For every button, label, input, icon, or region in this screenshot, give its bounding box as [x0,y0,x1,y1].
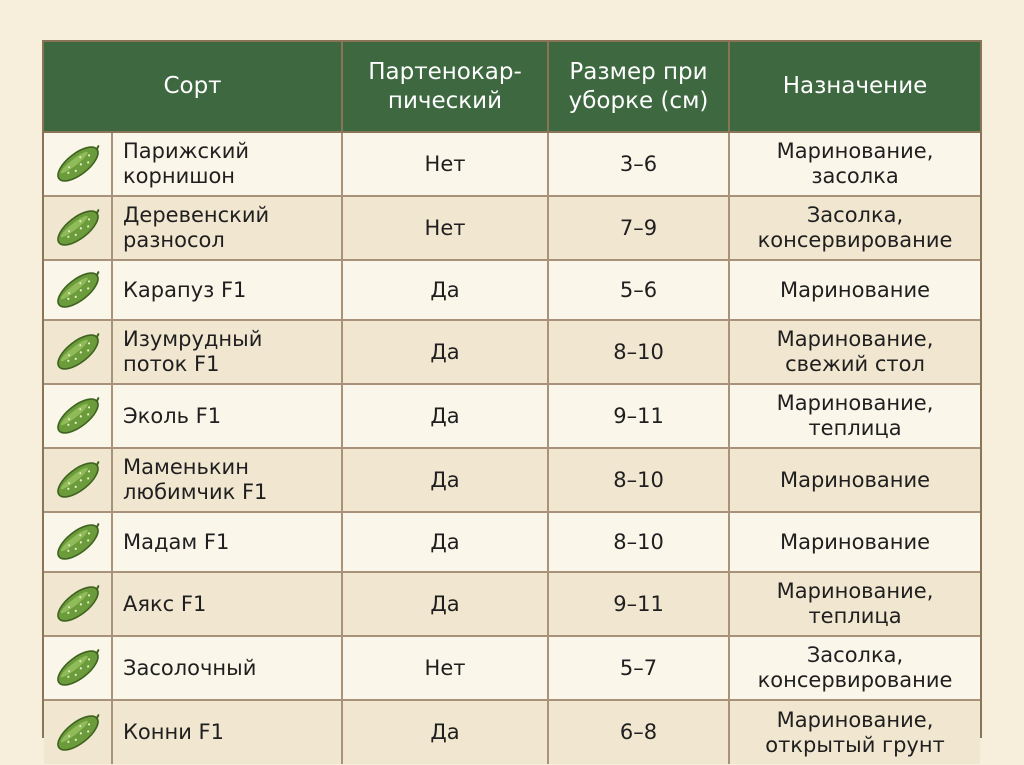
purpose-value [729,196,980,260]
row-icon-cell [44,320,112,384]
purpose-line2: консервирование [757,228,953,252]
purpose-line1: Маринование, [776,391,934,415]
variety-name [112,196,342,260]
variety-name [112,512,342,572]
header-parthenocarpic [342,42,548,132]
variety-name-line2: корнишон [123,164,236,188]
purpose-value [729,320,980,384]
variety-name [112,572,342,636]
variety-name [112,132,342,196]
harvest-size-value: 8–10 [548,448,729,512]
row-icon-cell [44,448,112,512]
table-row-8 [44,572,980,636]
purpose-line2: теплица [808,416,902,440]
cucumber-icon [51,454,105,506]
row-icon-cell [44,636,112,700]
harvest-size-value: 5–7 [548,636,729,700]
header-parthenocarpic-line1: Партенокар- [368,58,522,85]
variety-name [112,320,342,384]
header-size-line1: Размер при [569,58,708,85]
variety-name-line2: поток F1 [123,352,220,376]
purpose-value [729,572,980,636]
row-icon-cell [44,384,112,448]
purpose-line2: свежий стол [785,352,925,376]
variety-name [112,636,342,700]
cucumber-varieties-table [44,42,980,764]
purpose-line1: Маринование [779,277,931,302]
cucumber-icon [51,390,105,442]
cucumber-icon [51,578,105,630]
purpose-value [729,132,980,196]
purpose-line2: открытый грунт [765,732,945,757]
table-row-2 [44,196,980,260]
parthenocarpic-value: Нет [342,132,548,196]
table-row-10 [44,700,980,764]
variety-name-line2: любимчик F1 [123,480,268,504]
variety-name [112,384,342,448]
purpose-line2: теплица [808,604,902,628]
parthenocarpic-value: Нет [342,196,548,260]
table-row-7 [44,512,980,572]
cucumber-icon [51,707,105,759]
purpose-line1: Маринование, [776,139,934,163]
variety-name-line1: Аякс F1 [123,591,207,616]
variety-name-line1: Изумрудный [123,327,263,351]
parthenocarpic-value: Да [342,700,548,764]
table-header [44,42,980,132]
variety-name-line1: Маменькин [123,455,249,479]
variety-name-line1: Карапуз F1 [123,277,247,302]
cucumber-icon [51,202,105,254]
header-size-line2: уборке (см) [568,87,709,114]
variety-name-line2: разносол [123,228,225,252]
cucumber-icon [51,642,105,694]
cucumber-icon [51,138,105,190]
purpose-line1: Засолка, [806,203,904,227]
row-icon-cell [44,196,112,260]
purpose-line1: Засолка, [806,643,904,667]
table-body [44,132,980,764]
purpose-value [729,700,980,764]
header-row [44,42,980,132]
table-row-1 [44,132,980,196]
parthenocarpic-value: Да [342,384,548,448]
purpose-line1: Маринование, [776,327,934,351]
harvest-size-value: 8–10 [548,320,729,384]
header-sort-label: Сорт [163,73,222,99]
parthenocarpic-value: Да [342,512,548,572]
variety-name [112,700,342,764]
row-icon-cell [44,132,112,196]
harvest-size-value: 7–9 [548,196,729,260]
purpose-line1: Маринование, [776,579,934,603]
parthenocarpic-value: Да [342,448,548,512]
table-row-3 [44,260,980,320]
table-row-5 [44,384,980,448]
parthenocarpic-value: Да [342,260,548,320]
header-sort [44,42,342,132]
table-row-4 [44,320,980,384]
purpose-line1: Маринование [779,529,931,554]
harvest-size-value: 3–6 [548,132,729,196]
purpose-value [729,512,980,572]
purpose-value [729,260,980,320]
parthenocarpic-value: Нет [342,636,548,700]
table-row-6 [44,448,980,512]
purpose-value [729,448,980,512]
cucumber-icon [51,264,105,316]
harvest-size-value: 9–11 [548,572,729,636]
parthenocarpic-value: Да [342,320,548,384]
parthenocarpic-value: Да [342,572,548,636]
header-purpose-label: Назначение [782,73,928,99]
purpose-line2: консервирование [757,668,953,692]
harvest-size-value: 5–6 [548,260,729,320]
purpose-value [729,636,980,700]
row-icon-cell [44,700,112,764]
purpose-line1: Маринование [779,467,931,492]
harvest-size-value: 6–8 [548,700,729,764]
variety-name-line1: Деревенский [123,203,270,227]
row-icon-cell [44,512,112,572]
variety-name-line1: Эколь F1 [123,403,222,428]
cucumber-icon [51,326,105,378]
header-parthenocarpic-line2: пический [387,87,503,114]
cucumber-icon [51,516,105,568]
row-icon-cell [44,260,112,320]
row-icon-cell [44,572,112,636]
variety-name-line1: Засолочный [123,655,257,680]
harvest-size-value: 9–11 [548,384,729,448]
variety-name-line1: Парижский [123,139,250,163]
variety-name [112,260,342,320]
header-purpose [729,42,980,132]
table-row-9 [44,636,980,700]
variety-name [112,448,342,512]
variety-name-line1: Мадам F1 [123,529,230,554]
cucumber-varieties-table-wrapper [42,40,982,757]
purpose-value [729,384,980,448]
purpose-line2: засолка [811,164,899,188]
variety-name-line1: Конни F1 [123,720,224,744]
header-size [548,42,729,132]
harvest-size-value: 8–10 [548,512,729,572]
purpose-line1: Маринование, [776,707,934,732]
